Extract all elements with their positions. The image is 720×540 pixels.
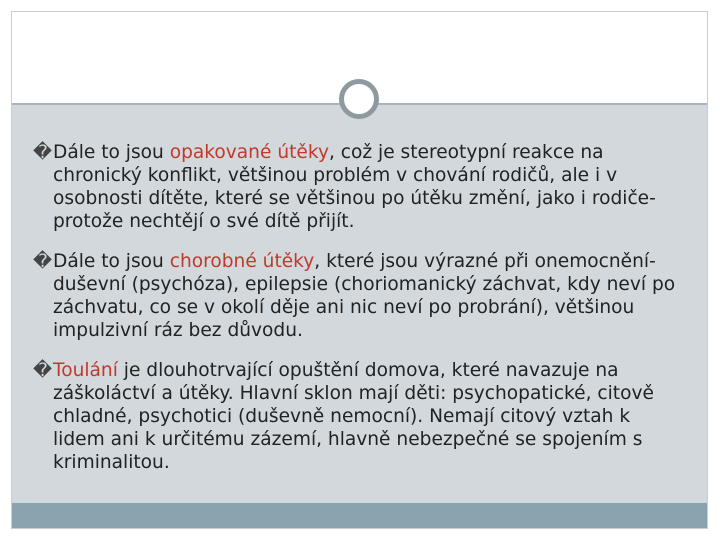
slide-footer xyxy=(12,503,707,528)
paragraph-1-text-end: , což je stereotypní reakce na chronický konflikt, většinou problém v chování rodičů, ale i v osobnosti dítěte, které se většinou po útěku změní, jako i rodiče- protože nechtějí o své dítě přijít. xyxy=(53,142,656,232)
paragraph-2-highlight: chorobné útěky xyxy=(169,251,315,272)
paragraph-3-highlight: Toulání xyxy=(53,360,118,381)
bullet-icon: � xyxy=(33,360,53,381)
bullet-list xyxy=(33,141,683,491)
bullet-icon: � xyxy=(33,251,53,272)
bullet-paragraph-1 xyxy=(33,141,683,233)
circle-divider-icon xyxy=(339,79,379,119)
bullet-icon: � xyxy=(33,142,53,163)
bullet-paragraph-3 xyxy=(33,359,683,474)
paragraph-2-text-end: , které jsou výrazné při onemocnění-duševní (psychóza), epilepsie (choriomanický záchvat, kdy neví po záchvatu, co se v okolí děje ani nic neví po probrání), většinou impulzivní ráz bez důvodu. xyxy=(53,251,676,341)
paragraph-1-text-start: Dále to jsou xyxy=(53,142,170,163)
paragraph-3-text-end: je dlouhotrvající opuštění domova, které navazuje na záškoláctví a útěky. Hlavní sklon mají děti: psychopatické, citově chladné, psychotici (duševně nemocní). Nemají citový vztah k lidem ani k určitému zázemí, hlavně nebezpečné se spojením s kriminalitou. xyxy=(53,360,654,473)
paragraph-2-text-start: Dále to jsou xyxy=(53,251,170,272)
paragraph-1-highlight: opakované útěky xyxy=(169,142,329,163)
bullet-paragraph-2 xyxy=(33,250,683,342)
